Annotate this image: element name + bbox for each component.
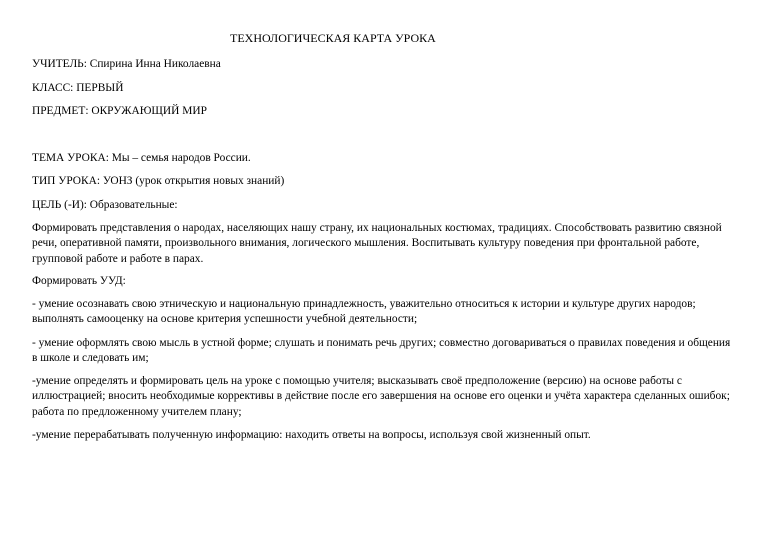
goal-line: ЦЕЛЬ (-И): Образовательные: <box>32 199 178 211</box>
uud-heading: Формировать УУД: <box>32 275 126 287</box>
goal-text-paragraph: Формировать представления о народах, населяющих нашу страну, их национальных костюмах, традициях. Способствовать развитию связной речи, оперативной памяти, произвольного внимания, логического мышления. Воспитывать культуру поведения при фронтальной работе, групповой работе и работе в парах. <box>32 222 722 265</box>
uud-item: -умение перерабатывать полученную информацию: находить ответы на вопросы, используя свой жизненный опыт. <box>32 429 591 441</box>
subject-line: ПРЕДМЕТ: ОКРУЖАЮЩИЙ МИР <box>32 105 207 117</box>
class-line: КЛАСС: ПЕРВЫЙ <box>32 82 124 94</box>
teacher-line: УЧИТЕЛЬ: Спирина Инна Николаевна <box>32 58 221 70</box>
uud-item: -умение определять и формировать цель на уроке с помощью учителя; высказывать своё предположение (версию) на основе работы с иллюстрацией; вносить необходимые коррективы в действие после его завершения на основе его оценки и учёта характера сделанных ошибок; работа по предложенному учителем плану; <box>32 375 730 418</box>
uud-item: - умение оформлять свою мысль в устной форме; слушать и понимать речь других; совместно договариваться о правилах поведения и общения в школе и следовать им; <box>32 337 731 365</box>
lesson-type-line: ТИП УРОКА: УОНЗ (урок открытия новых знаний) <box>32 175 285 187</box>
document-title: ТЕХНОЛОГИЧЕСКАЯ КАРТА УРОКА <box>230 31 436 45</box>
topic-line: ТЕМА УРОКА: Мы – семья народов России. <box>32 152 251 164</box>
uud-item: - умение осознавать свою этническую и национальную принадлежность, уважительно относиться к истории и культуре других народов; выполнять самооценку на основе критерия успешности учебной деятельности; <box>32 298 696 326</box>
